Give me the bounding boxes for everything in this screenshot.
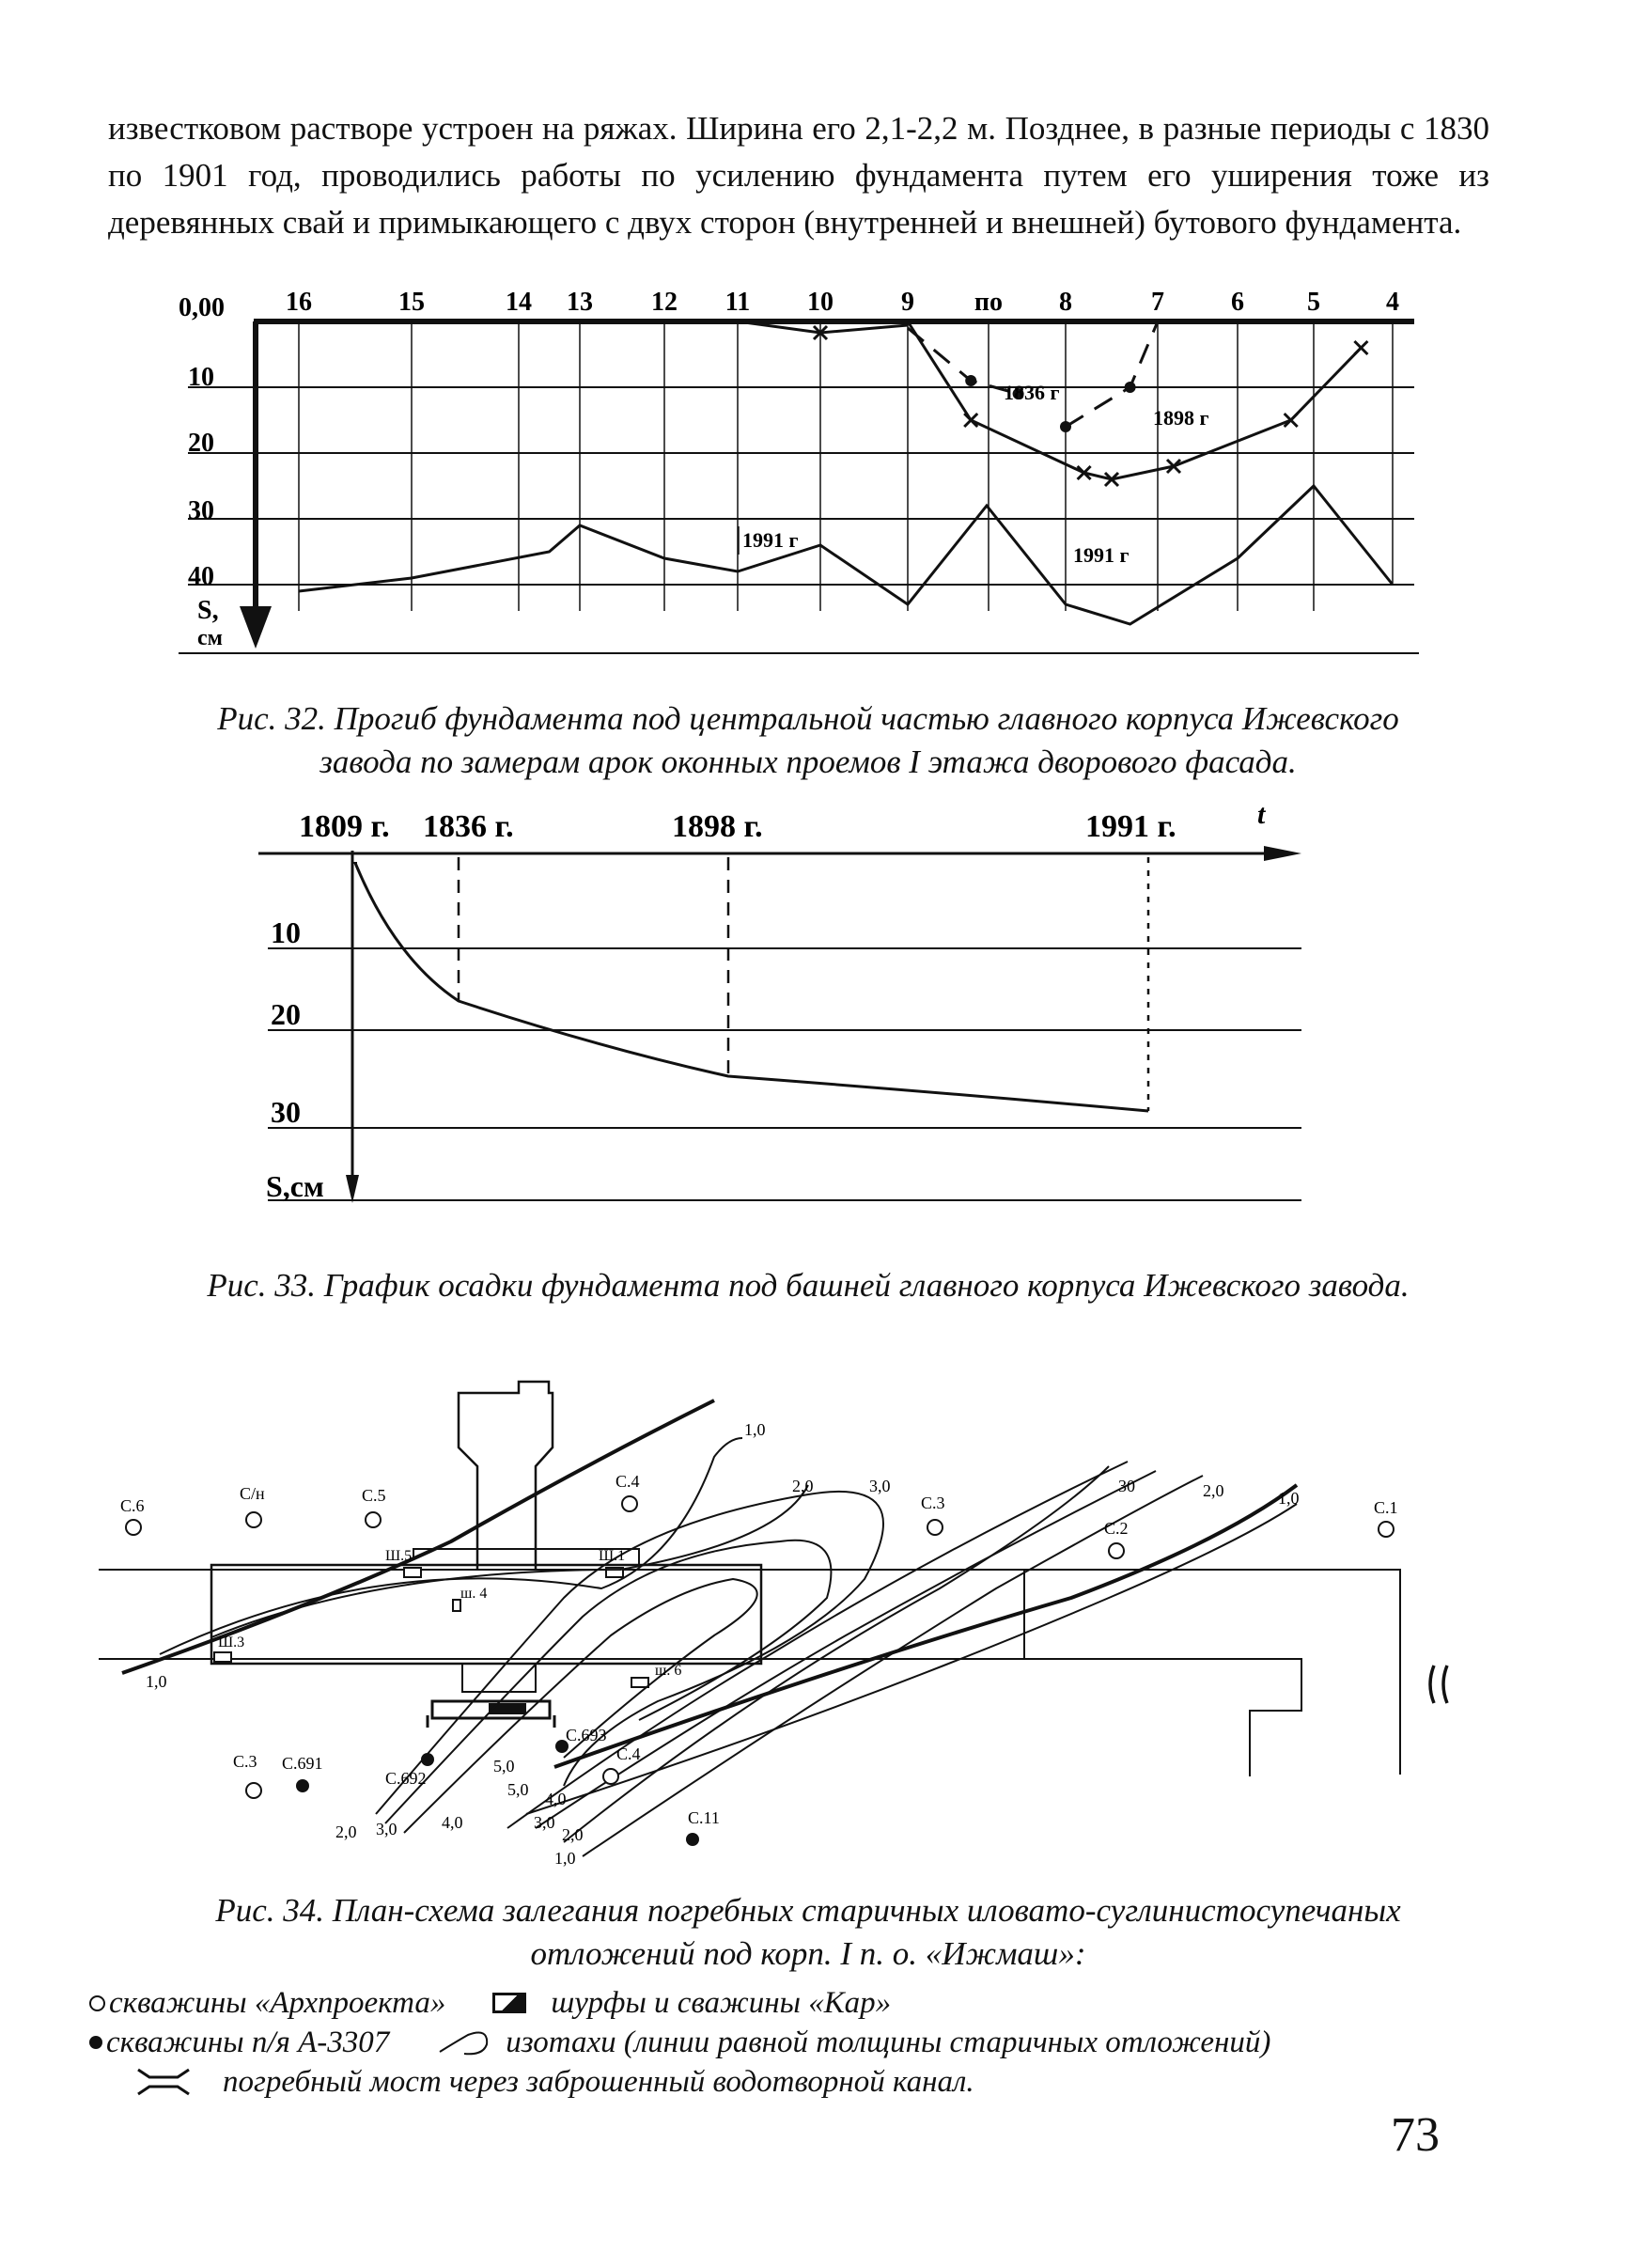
isopach-icon [436,2024,492,2061]
pit-icon [404,1568,421,1577]
pit-label: Ш.5 [385,1548,413,1564]
well-open [603,1769,618,1784]
isopach-line [564,1466,1109,1842]
body-text: известковом растворе устроен на ряжах. Ширина его 2,1-2,2 м. Позднее, в разные периоды с 1830 по 1901 год, проводились работы по усилению фундамента путем его уширения тоже из деревянных свай и примыкающего с двух сторон (внутренней и внешней) бутового фундамента. [108,110,1489,241]
isopach-label: 1,0 [146,1672,167,1691]
fig32-top-label: 7 [1151,288,1164,317]
isopach-label: 4,0 [545,1790,567,1808]
isopach-1-0-right [554,1485,1297,1767]
figure-34-caption-line2: отложений под корп. I п. о. «Ижмаш»: [530,1935,1086,1972]
isopach-label: 30 [1118,1477,1135,1495]
fig32-top-label: 13 [567,288,593,317]
well-open-label: С/н [240,1484,265,1503]
building-block [211,1565,761,1664]
fig32-top-label: 16 [286,288,312,317]
well-open [366,1512,381,1527]
fig32-top-label: 6 [1231,288,1244,317]
fig33-year-label: 1836 г. [423,809,514,844]
pit-label: Ш.1 [599,1548,626,1564]
well-filled [686,1833,699,1846]
isopach-label: 2,0 [792,1477,814,1495]
pit-icon [631,1678,648,1687]
well-filled [421,1753,434,1766]
legend-row-3 [89,2062,1555,2102]
legend-open-wells: скважины «Архпроекта» [109,1986,446,2020]
well-open [1379,1522,1394,1537]
figure-32-caption-line2: завода по замерам арок оконных проемов I этажа дворового фасада. [319,743,1297,780]
isopach-line [160,1438,742,1654]
isopach-label: 3,0 [376,1820,397,1838]
fig32-top-label: 11 [725,288,751,317]
bridge-symbol [1430,1666,1447,1703]
pit-icon [453,1600,460,1611]
legend-row-1 [89,1983,1555,2023]
isopach-label: 5,0 [493,1757,515,1775]
well-open-label: С.1 [1374,1498,1398,1517]
fig32-top-label: 4 [1386,288,1399,317]
fig32-y-axis-label-2: см [197,626,223,650]
fig32-top-label: 5 [1307,288,1320,317]
annex [462,1664,536,1692]
well-open [927,1520,943,1535]
fig32-y-label: 0,00 [179,293,225,322]
figure-34-legend [89,1983,1555,2102]
fig32-series-label: 1991 г [1073,543,1130,567]
legend-bridge: погребный мост через заброшенный водотворной канал. [223,2065,974,2099]
isopach-label: 2,0 [562,1825,584,1844]
pit-label: ш. 6 [655,1663,682,1679]
isopach-label: 2,0 [1203,1481,1224,1500]
fig32-top-label: по [974,288,1004,317]
well-open [126,1520,141,1535]
isopach-line [536,1471,1156,1828]
figure-33-caption-text: Рис. 33. График осадки фундамента под башней главного корпуса Ижевского завода. [207,1267,1410,1304]
fig33-y-label: 20 [271,997,301,1031]
well-open-label: С.3 [921,1494,945,1512]
pit-label: ш. 4 [460,1586,488,1602]
well-filled-label: С.692 [385,1769,427,1788]
fig32-top-label: 15 [398,288,425,317]
well-filled-label: С.11 [688,1808,720,1827]
fig32-series-label: 1836 г [1004,381,1060,404]
well-open [246,1783,261,1798]
figure-32-caption-line1: Рис. 32. Прогиб фундамента под центральной частью главного корпуса Ижевского [217,700,1399,737]
legend-row-2 [89,2023,1555,2062]
isopach-label: 4,0 [442,1813,463,1832]
well-filled-label: С.691 [282,1754,323,1773]
fig33-y-label: 10 [271,915,301,949]
pit-icon [492,1993,526,2013]
fig32-top-label: 14 [506,288,532,317]
isopach-label: 1,0 [1278,1489,1300,1508]
legend-filled-wells: скважины п/я А-3307 [106,2026,390,2059]
isopach-label: 1,0 [744,1420,766,1439]
fig32-y-label: 20 [188,429,214,458]
bridge-icon [136,2066,191,2098]
fig32-series-label: 1898 г [1153,406,1209,430]
well-open [622,1496,637,1511]
tower-outline [459,1382,553,1570]
open-circle-icon [89,1995,105,2011]
fig32-top-label: 8 [1059,288,1072,317]
fig33-year-label: 1809 г. [299,809,390,844]
legend-isopachs: изотахи (линии равной толщины старичных отложений) [506,2026,1271,2059]
isopach-label: 1,0 [554,1849,576,1868]
well-open [1109,1543,1124,1558]
well-open-label: С.5 [362,1486,386,1505]
fig32-top-label: 10 [807,288,834,317]
fig32-series-label: 1991 г [742,528,799,552]
isopach-label: 3,0 [534,1813,555,1832]
well-filled [296,1779,309,1792]
filled-circle-icon [89,2036,102,2049]
legend-pits: шурфы и сважины «Кар» [551,1986,892,2020]
fig32-top-label: 12 [651,288,678,317]
fig33-year-label: 1991 г. [1085,809,1176,844]
fig32-y-label: 40 [188,562,214,591]
figure-34-caption-line1: Рис. 34. План-схема залегания погребных старичных иловато-суглинистосупечаных [215,1892,1401,1929]
well-filled-label: С.693 [566,1726,607,1744]
well-open-label: С.4 [616,1744,641,1763]
fig32-y-axis-label-1: S, [197,596,219,625]
well-open-label: С.3 [233,1752,257,1771]
pit-icon [214,1652,231,1662]
fig32-y-label: 30 [188,496,214,525]
fig32-top-label: 9 [901,288,914,317]
isopach-label: 2,0 [335,1822,357,1841]
fig33-y-label: 30 [271,1095,301,1129]
fig32-y-label: 10 [188,363,214,392]
well-open-label: С.2 [1104,1519,1129,1538]
well-open-label: С.4 [615,1472,640,1491]
isopach-label: 3,0 [869,1477,891,1495]
page-number: 73 [1391,2108,1440,2162]
fig33-year-label: 1898 г. [672,809,763,844]
figure-34-caption [113,1889,1504,1976]
pit-label: Ш.3 [218,1635,245,1650]
isopach-label: 5,0 [507,1780,529,1799]
fig33-t-label: t [1257,799,1266,830]
well-open-label: С.6 [120,1496,145,1515]
fig33-ylabel: S,см [266,1169,324,1203]
well-open [246,1512,261,1527]
